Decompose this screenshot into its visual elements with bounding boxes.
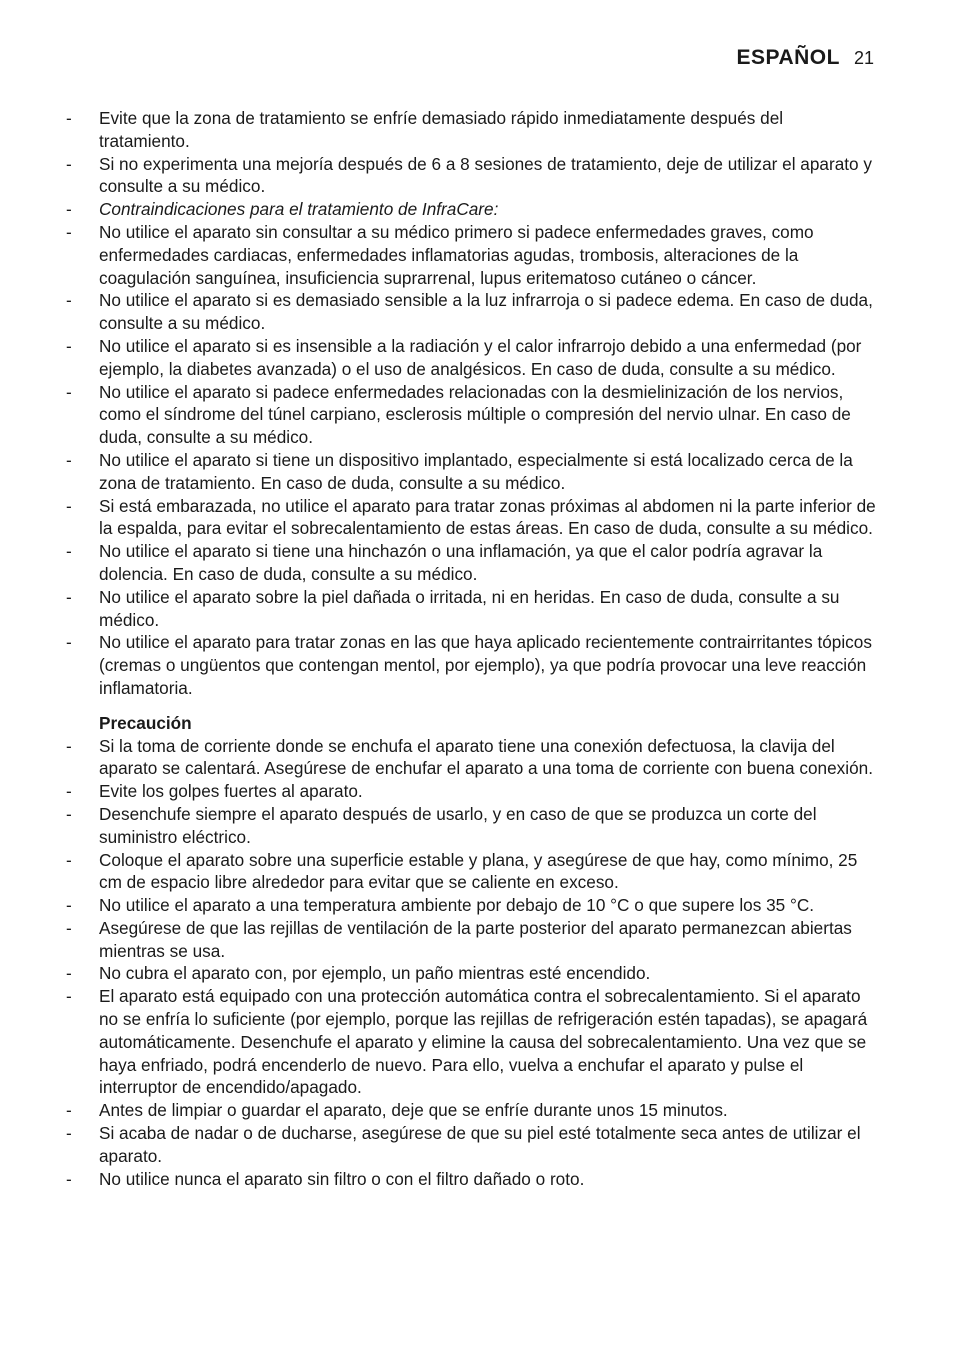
list-item: - No utilice el aparato sin consultar a su médico primero si padece enfermedades graves, como enfermedades cardiacas, enfermedades inflamatorias agudas, trombosis, alteraciones de la coagulación sanguínea, insuficiencia suprarrenal, lupus eritematoso cutáneo o cáncer.: [66, 221, 814, 288]
list-item: - Si no experimenta una mejoría después de 6 a 8 sesiones de tratamiento, deje de utilizar el aparato y consulte a su médico.: [66, 153, 872, 197]
caution-title: Precaución: [99, 712, 192, 733]
list-item: - Evite los golpes fuertes al aparato.: [66, 781, 363, 802]
list-item: - No cubra el aparato con, por ejemplo, un paño mientras esté encendido.: [66, 963, 651, 984]
contraindications-heading: - Contraindicaciones para el tratamiento de InfraCare:: [66, 199, 499, 220]
list-item: - El aparato está equipado con una protección automática contra el sobrecalentamiento. Si el aparato no se enfría lo suficiente (por ejemplo, porque las rejillas de refrigeración estén tapadas), se apagará automáticamente. Desenchufe el aparato y elimine la causa del sobrecalentamiento. Una vez que se haya enfriado, podrá encenderlo de nuevo. Para ello, vuelva a enchufar el aparato y pulse el interruptor de encendido/apagado.: [66, 986, 868, 1098]
list-item: - Si está embarazada, no utilice el aparato para tratar zonas próximas al abdomen ni la parte inferior de la espalda, para evitar el sobrecalentamiento de estas áreas. En caso de duda, consulte a su médico.: [66, 495, 876, 539]
list-item: - Desenchufe siempre el aparato después de usarlo, y en caso de que se produzca un corte del suministro eléctrico.: [66, 803, 817, 847]
list-item: - No utilice nunca el aparato sin filtro o con el filtro dañado o roto.: [66, 1168, 585, 1189]
list-item: - No utilice el aparato si tiene un dispositivo implantado, especialmente si está localizado cerca de la zona de tratamiento. En caso de duda, consulte a su médico.: [66, 449, 853, 493]
list-item: - No utilice el aparato para tratar zonas en las que haya aplicado recientemente contrairritantes tópicos (cremas o ungüentos que contengan mentol, por ejemplo), ya que podría provocar una leve reacción inflamatoria.: [66, 632, 872, 698]
page-header: [737, 46, 875, 70]
warnings-list: [64, 107, 876, 700]
list-item: - No utilice el aparato a una temperatura ambiente por debajo de 10 °C o que supere los 35 °C.: [66, 895, 815, 916]
page-content: [64, 107, 876, 1190]
list-item: - No utilice el aparato si es insensible a la radiación y el calor infrarrojo debido a una enfermedad (por ejemplo, la diabetes avanzada) o el uso de analgésicos. En caso de duda, consulte a su médico.: [66, 335, 862, 379]
list-item: - Evite que la zona de tratamiento se enfríe demasiado rápido inmediatamente después del tratamiento.: [66, 108, 784, 151]
list-item: - No utilice el aparato sobre la piel dañada o irritada, ni en heridas. En caso de duda, consulte a su médico.: [66, 586, 840, 630]
page-number: 21: [853, 48, 874, 68]
list-item: - Coloque el aparato sobre una superficie estable y plana, y asegúrese de que hay, como mínimo, 25 cm de espacio libre alrededor para evitar que se caliente en exceso.: [66, 849, 858, 893]
list-item: - No utilice el aparato si es demasiado sensible a la luz infrarroja o si padece edema. En caso de duda, consulte a su médico.: [66, 290, 873, 334]
list-item: - No utilice el aparato si padece enfermedades relacionadas con la desmielinización de los nervios, como el síndrome del túnel carpiano, esclerosis múltiple o compresión del nervio ulnar. En caso de duda, consulte a su médico.: [66, 381, 851, 448]
list-item: - No utilice el aparato si tiene una hinchazón o una inflamación, ya que el calor podría agravar la dolencia. En caso de duda, consulte a su médico.: [66, 541, 823, 584]
list-item: - Asegúrese de que las rejillas de ventilación de la parte posterior del aparato permanezcan abiertas mientras se usa.: [66, 917, 852, 961]
list-item: - Si la toma de corriente donde se enchufa el aparato tiene una conexión defectuosa, la clavija del aparato se calentará. Asegúrese de enchufar el aparato a una toma de corriente con buena conexión.: [66, 735, 873, 779]
list-item: - Si acaba de nadar o de ducharse, asegúrese de que su piel esté totalmente seca antes de utilizar el aparato.: [66, 1123, 861, 1166]
language-label: ESPAÑOL: [736, 46, 840, 69]
list-item: - Antes de limpiar o guardar el aparato, deje que se enfríe durante unos 15 minutos.: [66, 1100, 728, 1121]
caution-list: [64, 735, 876, 1191]
